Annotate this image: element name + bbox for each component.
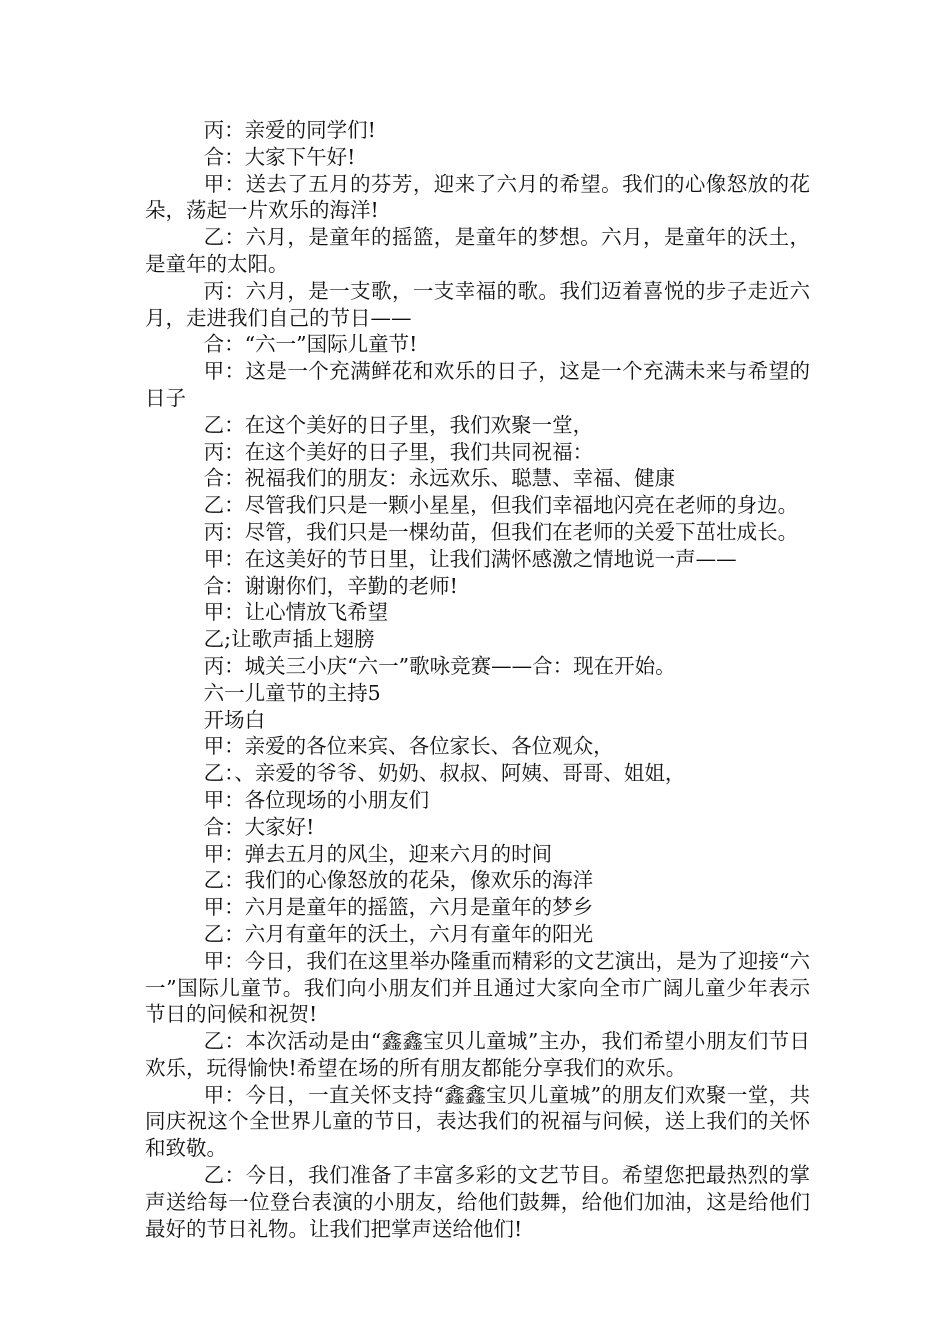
- paragraph: 甲：这是一个充满鲜花和欢乐的日子，这是一个充满未来与希望的日子: [145, 359, 810, 410]
- paragraph: 甲：让心情放飞希望: [203, 600, 389, 625]
- paragraph: 乙：尽管我们只是一颗小星星，但我们幸福地闪亮在老师的身边。: [203, 493, 799, 518]
- section-subtitle: 开场白: [203, 707, 266, 732]
- paragraph: 合：大家下午好!: [203, 144, 356, 169]
- paragraph: 甲：各位现场的小朋友们: [203, 787, 430, 812]
- paragraph: 合：“六一”国际儿童节!: [203, 332, 418, 357]
- paragraph: 甲：弹去五月的风尘，迎来六月的时间: [203, 841, 553, 866]
- paragraph: 丙：六月，是一支歌，一支幸福的歌。我们迈着喜悦的步子走近六月，走进我们自己的节日——: [145, 278, 810, 330]
- paragraph: 乙;让歌声插上翅膀: [203, 627, 375, 652]
- paragraph: 合：祝福我们的朋友：永远欢乐、聪慧、幸福、健康: [203, 466, 676, 491]
- paragraph: 乙：本次活动是由“鑫鑫宝贝儿童城”主办，我们希望小朋友们节日欢乐，玩得愉快!希望在场的所有朋友都能分享我们的欢乐。: [145, 1029, 810, 1080]
- paragraph: 乙：六月，是童年的摇篮，是童年的梦想。六月，是童年的沃土，是童年的太阳。: [145, 225, 810, 276]
- paragraph: 丙：尽管，我们只是一棵幼苗，但我们在老师的关爱下茁壮成长。: [203, 519, 799, 544]
- paragraph: 合：大家好!: [203, 814, 315, 839]
- paragraph: 乙：我们的心像怒放的花朵，像欢乐的海洋: [203, 868, 594, 893]
- paragraph: 乙：今日，我们准备了丰富多彩的文艺节目。希望您把最热烈的掌声送给每一位登台表演的小朋友，给他们鼓舞，给他们加油，这是给他们最好的节日礼物。让我们把掌声送给他们!: [145, 1163, 810, 1241]
- paragraph: 乙：在这个美好的日子里，我们欢聚一堂，: [203, 412, 594, 437]
- paragraph: 合：谢谢你们，辛勤的老师!: [203, 573, 458, 598]
- paragraph: 乙：、亲爱的爷爷、奶奶、叔叔、阿姨、哥哥、姐姐，: [203, 761, 686, 786]
- paragraph: 甲：在这美好的节日里，让我们满怀感激之情地说一声——: [203, 546, 737, 571]
- paragraph: 乙：六月有童年的沃土，六月有童年的阳光: [203, 921, 594, 946]
- section-title: 六一儿童节的主持5: [203, 680, 381, 705]
- paragraph: 丙：在这个美好的日子里，我们共同祝福：: [203, 439, 594, 464]
- paragraph: 甲：送去了五月的芬芳，迎来了六月的希望。我们的心像怒放的花朵，荡起一片欢乐的海洋!: [145, 171, 810, 223]
- paragraph: 甲：亲爱的各位来宾、各位家长、各位观众，: [203, 734, 614, 759]
- document-body: [145, 117, 810, 1242]
- paragraph: 甲：六月是童年的摇篮，六月是童年的梦乡: [203, 895, 594, 920]
- paragraph: 甲：今日，一直关怀支持“鑫鑫宝贝儿童城”的朋友们欢聚一堂，共同庆祝这个全世界儿童的节日，表达我们的祝福与问候，送上我们的关怀和致敬。: [145, 1082, 810, 1161]
- paragraph: 丙：亲爱的同学们!: [203, 118, 376, 142]
- paragraph: 丙：城关三小庆“六一”歌咏竞赛——合：现在开始。: [203, 653, 676, 678]
- paragraph: 甲：今日，我们在这里举办隆重而精彩的文艺演出，是为了迎接“六一”国际儿童节。我们向小朋友们并且通过大家向全市广阔儿童少年表示节日的问候和祝贺!: [145, 948, 810, 1027]
